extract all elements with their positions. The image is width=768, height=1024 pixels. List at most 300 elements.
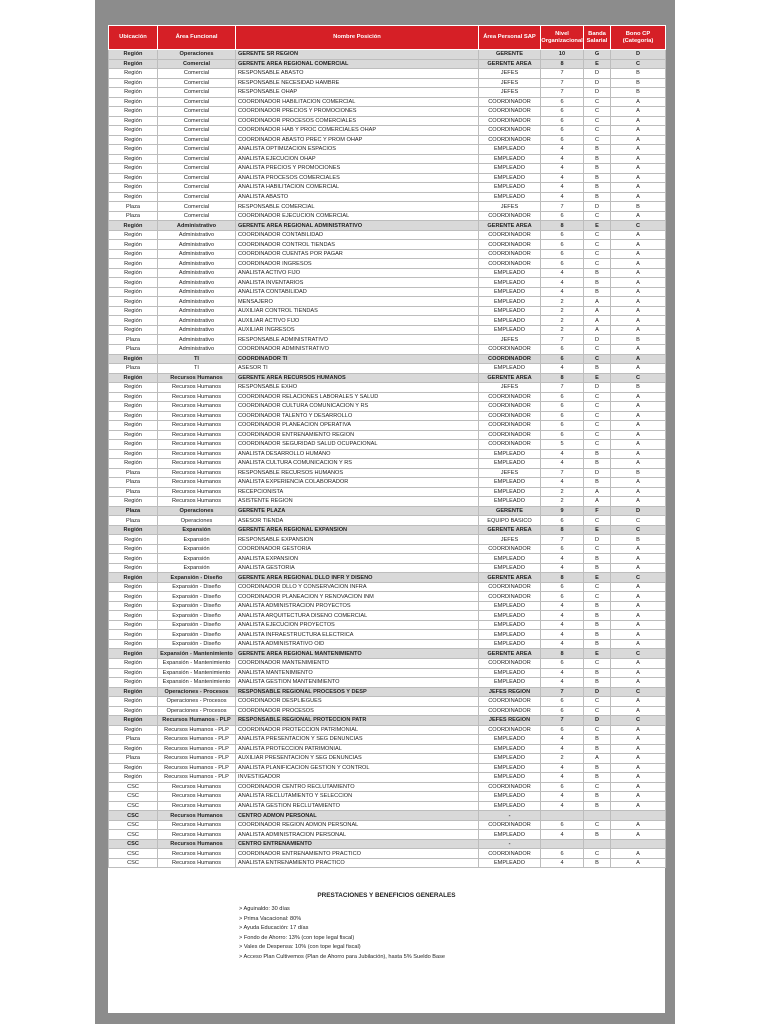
cell-area-personal-sap: COORDINADOR [479,697,541,707]
cell-nombre-posicion: ASISTENTE REGION [236,497,479,507]
cell-bono: A [611,116,666,126]
cell-nivel: 8 [541,373,584,383]
cell-nombre-posicion: RESPONSABLE OHAP [236,88,479,98]
cell-area-personal-sap: GERENTE AREA [479,59,541,69]
cell-ubicacion: Región [109,620,158,630]
table-row [109,554,666,564]
cell-nombre-posicion: ANALISTA ARQUITECTURA DISENO COMERCIAL [236,611,479,621]
cell-ubicacion: Región [109,744,158,754]
cell-nombre-posicion: ANALISTA GESTORIA [236,563,479,573]
cell-area-personal-sap: COORDINADOR [479,582,541,592]
cell-area-funcional: Comercial [158,78,236,88]
cell-area-personal-sap: EMPLEADO [479,639,541,649]
cell-nivel: 6 [541,230,584,240]
cell-bono: A [611,154,666,164]
cell-nombre-posicion: COORDINADOR REGION ADMON PERSONAL [236,820,479,830]
cell-area-personal-sap: COORDINADOR [479,659,541,669]
cell-bono: A [611,297,666,307]
cell-nivel: 4 [541,173,584,183]
cell-area-funcional: Recursos Humanos [158,478,236,488]
cell-ubicacion: Región [109,582,158,592]
table-row [109,544,666,554]
cell-bono: A [611,126,666,136]
cell-bono: A [611,830,666,840]
table-row [109,601,666,611]
cell-banda: C [584,402,611,412]
cell-ubicacion: Región [109,544,158,554]
table-row [109,183,666,193]
cell-bono: A [611,620,666,630]
cell-nombre-posicion: GERENTE AREA REGIONAL ADMINISTRATIVO [236,221,479,231]
table-row [109,421,666,431]
table-row [109,697,666,707]
cell-nivel: 6 [541,706,584,716]
cell-banda: C [584,97,611,107]
cell-bono: A [611,211,666,221]
cell-bono: A [611,792,666,802]
table-row [109,97,666,107]
cell-nivel: 8 [541,573,584,583]
cell-area-funcional: Recursos Humanos [158,468,236,478]
cell-area-funcional: Comercial [158,69,236,79]
cell-area-funcional: Administrativo [158,278,236,288]
cell-bono: C [611,221,666,231]
cell-area-personal-sap: JEFES REGION [479,716,541,726]
cell-area-funcional: Operaciones - Procesos [158,697,236,707]
cell-bono: A [611,820,666,830]
cell-bono: B [611,383,666,393]
cell-banda: C [584,592,611,602]
cell-area-funcional: Recursos Humanos [158,497,236,507]
table-row [109,78,666,88]
table-row [109,620,666,630]
cell-bono: A [611,725,666,735]
cell-nivel: 6 [541,344,584,354]
cell-area-funcional: Comercial [158,145,236,155]
cell-area-personal-sap: EMPLEADO [479,773,541,783]
cell-nivel: 2 [541,487,584,497]
cell-area-funcional: Comercial [158,173,236,183]
cell-ubicacion: Región [109,97,158,107]
cell-area-funcional: Comercial [158,202,236,212]
cell-ubicacion: Región [109,183,158,193]
table-row [109,335,666,345]
cell-nivel: 6 [541,411,584,421]
cell-nivel: 4 [541,554,584,564]
cell-area-funcional: Expansión - Mantenimiento [158,668,236,678]
cell-nivel: 4 [541,792,584,802]
positions-table [108,25,666,868]
cell-area-personal-sap: GERENTE AREA [479,525,541,535]
cell-area-funcional: Recursos Humanos [158,782,236,792]
cell-banda: B [584,744,611,754]
cell-ubicacion: Región [109,459,158,469]
cell-area-funcional: Recursos Humanos [158,449,236,459]
cell-banda: C [584,697,611,707]
cell-nombre-posicion: ANALISTA MANTENIMIENTO [236,668,479,678]
table-row [109,383,666,393]
cell-banda: B [584,278,611,288]
cell-nivel: 7 [541,78,584,88]
cell-nombre-posicion: RESPONSABLE EXPANSION [236,535,479,545]
cell-ubicacion: Región [109,107,158,117]
cell-area-personal-sap: EMPLEADO [479,278,541,288]
cell-area-funcional: Comercial [158,97,236,107]
cell-banda: C [584,211,611,221]
table-row [109,792,666,802]
cell-area-personal-sap: COORDINADOR [479,411,541,421]
cell-bono: B [611,78,666,88]
cell-ubicacion: Plaza [109,468,158,478]
cell-ubicacion: CSC [109,820,158,830]
cell-bono: A [611,544,666,554]
cell-nombre-posicion: ANALISTA ABASTO [236,192,479,202]
cell-banda: D [584,202,611,212]
cell-area-funcional: Expansión - Diseño [158,573,236,583]
cell-banda: A [584,754,611,764]
cell-bono: A [611,325,666,335]
cell-banda: B [584,183,611,193]
cell-area-personal-sap: COORDINADOR [479,135,541,145]
cell-nombre-posicion: ANALISTA PRESENTACION Y SEG DENUNCIAS [236,735,479,745]
cell-ubicacion: Región [109,59,158,69]
cell-nombre-posicion: ANALISTA CONTABILIDAD [236,287,479,297]
cell-nivel: 4 [541,478,584,488]
cell-banda: E [584,525,611,535]
cell-ubicacion: Plaza [109,211,158,221]
cell-nombre-posicion: COORDINADOR PROCESOS COMERCIALES [236,116,479,126]
cell-bono: A [611,268,666,278]
cell-nivel: 4 [541,287,584,297]
cell-nombre-posicion: ASESOR TI [236,364,479,374]
header-area-funcional: Área Funcional [158,26,236,50]
cell-area-funcional: Administrativo [158,268,236,278]
table-row [109,297,666,307]
cell-area-funcional: Recursos Humanos - PLP [158,725,236,735]
table-row [109,145,666,155]
cell-bono: A [611,668,666,678]
cell-nivel: 4 [541,268,584,278]
cell-banda: A [584,316,611,326]
cell-nombre-posicion: ANALISTA ADMINISTRACION PROYECTOS [236,601,479,611]
cell-nombre-posicion: ANALISTA HABILITACION COMERCIAL [236,183,479,193]
cell-banda: E [584,373,611,383]
table-row [109,411,666,421]
table-row [109,249,666,259]
cell-nivel: 4 [541,459,584,469]
table-row [109,639,666,649]
cell-nombre-posicion: AUXILIAR CONTROL TIENDAS [236,306,479,316]
cell-banda: B [584,145,611,155]
cell-banda: B [584,620,611,630]
cell-banda: D [584,88,611,98]
cell-ubicacion: Región [109,687,158,697]
cell-bono: A [611,173,666,183]
cell-bono: A [611,744,666,754]
table-row [109,497,666,507]
cell-ubicacion: Región [109,154,158,164]
table-row [109,259,666,269]
cell-nombre-posicion: COORDINADOR PLANEACION Y RENOVACION INM [236,592,479,602]
cell-bono: A [611,487,666,497]
cell-area-personal-sap: EMPLEADO [479,630,541,640]
benefit-item: > Ayuda Educación: 17 días [239,925,309,932]
cell-nombre-posicion: COORDINADOR ABASTO PREC Y PROM OHAP [236,135,479,145]
cell-area-personal-sap: GERENTE AREA [479,573,541,583]
cell-banda: B [584,792,611,802]
cell-area-personal-sap: EMPLEADO [479,563,541,573]
cell-nivel: 7 [541,383,584,393]
table-row [109,820,666,830]
table-row-section-header [109,50,666,60]
cell-area-funcional: Recursos Humanos [158,820,236,830]
table-row [109,668,666,678]
cell-banda: D [584,535,611,545]
cell-area-funcional: Recursos Humanos [158,402,236,412]
cell-ubicacion: Región [109,221,158,231]
cell-bono: D [611,50,666,60]
cell-ubicacion: Región [109,69,158,79]
cell-nombre-posicion: RESPONSABLE COMERCIAL [236,202,479,212]
cell-nivel: 4 [541,278,584,288]
cell-banda: D [584,468,611,478]
cell-ubicacion: Región [109,639,158,649]
table-row [109,449,666,459]
table-row [109,240,666,250]
cell-banda: B [584,763,611,773]
cell-nombre-posicion: COORDINADOR TALENTO Y DESARROLLO [236,411,479,421]
cell-nivel: 4 [541,145,584,155]
cell-nivel: 7 [541,716,584,726]
cell-ubicacion: CSC [109,782,158,792]
cell-ubicacion: Región [109,373,158,383]
cell-area-personal-sap: JEFES REGION [479,687,541,697]
cell-ubicacion: Región [109,392,158,402]
cell-banda: B [584,192,611,202]
cell-area-funcional: Administrativo [158,325,236,335]
cell-ubicacion: Región [109,230,158,240]
cell-bono: C [611,59,666,69]
cell-area-funcional: Recursos Humanos [158,849,236,859]
cell-banda: E [584,221,611,231]
cell-area-personal-sap: EMPLEADO [479,763,541,773]
cell-area-personal-sap: GERENTE [479,50,541,60]
cell-area-funcional: Recursos Humanos - PLP [158,735,236,745]
cell-area-funcional: Recursos Humanos - PLP [158,716,236,726]
cell-area-funcional: Expansión - Diseño [158,582,236,592]
cell-nombre-posicion: COORDINADOR ADMINISTRATIVO [236,344,479,354]
table-row [109,763,666,773]
cell-bono: C [611,373,666,383]
cell-nombre-posicion: COORDINADOR CULTURA COMUNICACION Y RS [236,402,479,412]
table-row [109,487,666,497]
cell-nivel: 6 [541,544,584,554]
cell-ubicacion: Región [109,192,158,202]
cell-bono: C [611,525,666,535]
cell-area-funcional: Administrativo [158,259,236,269]
cell-nivel: 2 [541,754,584,764]
cell-ubicacion: Plaza [109,487,158,497]
cell-bono: A [611,192,666,202]
cell-area-funcional: Recursos Humanos [158,858,236,868]
cell-nivel: 4 [541,801,584,811]
cell-ubicacion: Región [109,592,158,602]
cell-ubicacion: Región [109,78,158,88]
cell-area-personal-sap: EMPLEADO [479,678,541,688]
cell-nivel: 6 [541,592,584,602]
cell-ubicacion: Región [109,716,158,726]
cell-area-personal-sap: JEFES [479,335,541,345]
cell-area-personal-sap: EMPLEADO [479,297,541,307]
cell-bono: B [611,468,666,478]
table-row [109,563,666,573]
cell-area-funcional: Expansión - Diseño [158,601,236,611]
header-ubicacion: Ubicación [109,26,158,50]
cell-banda: C [584,392,611,402]
cell-ubicacion: Región [109,535,158,545]
header-nivel-organizacional: Nivel Organizacional [541,26,584,50]
cell-area-funcional: Recursos Humanos [158,801,236,811]
cell-ubicacion: Plaza [109,735,158,745]
cell-area-funcional: Comercial [158,59,236,69]
cell-nombre-posicion: COORDINADOR PLANEACION OPERATIVA [236,421,479,431]
cell-nombre-posicion: CENTRO ADMON PERSONAL [236,811,479,821]
cell-ubicacion: CSC [109,792,158,802]
table-row [109,706,666,716]
cell-bono: D [611,506,666,516]
cell-bono: B [611,335,666,345]
cell-nombre-posicion: RESPONSABLE REGIONAL PROTECCION PATR [236,716,479,726]
cell-area-personal-sap: JEFES [479,535,541,545]
cell-area-personal-sap: EMPLEADO [479,744,541,754]
cell-ubicacion: Región [109,287,158,297]
cell-bono: A [611,773,666,783]
cell-area-funcional: Recursos Humanos [158,830,236,840]
cell-bono: C [611,687,666,697]
cell-bono: A [611,449,666,459]
cell-area-funcional: Recursos Humanos [158,383,236,393]
cell-nivel [541,839,584,849]
cell-area-funcional: Expansión - Diseño [158,611,236,621]
cell-banda: D [584,716,611,726]
cell-ubicacion: Región [109,649,158,659]
cell-area-funcional: Comercial [158,211,236,221]
cell-nombre-posicion: RECEPCIONISTA [236,487,479,497]
cell-ubicacion: Región [109,440,158,450]
cell-bono: C [611,573,666,583]
cell-nombre-posicion: RESPONSABLE RECURSOS HUMANOS [236,468,479,478]
cell-nombre-posicion: GERENTE AREA REGIONAL MANTENIMIENTO [236,649,479,659]
cell-area-personal-sap: EMPLEADO [479,478,541,488]
table-row-section-header [109,649,666,659]
header-bono-cp: Bono CP (Categoría) [611,26,666,50]
cell-area-personal-sap: EMPLEADO [479,735,541,745]
cell-ubicacion: Región [109,659,158,669]
cell-nivel: 4 [541,630,584,640]
cell-ubicacion: Región [109,259,158,269]
cell-nivel: 8 [541,59,584,69]
cell-bono: A [611,611,666,621]
cell-nombre-posicion: ANALISTA PROTECCION PATRIMONIAL [236,744,479,754]
cell-area-personal-sap: COORDINADOR [479,240,541,250]
cell-bono: A [611,801,666,811]
cell-nombre-posicion: COORDINADOR CENTRO RECLUTAMIENTO [236,782,479,792]
cell-banda: B [584,678,611,688]
cell-area-personal-sap: JEFES [479,78,541,88]
table-row [109,801,666,811]
cell-ubicacion: Plaza [109,344,158,354]
cell-nombre-posicion: RESPONSABLE ADMINISTRATIVO [236,335,479,345]
cell-nombre-posicion: MENSAJERO [236,297,479,307]
cell-nombre-posicion: COORDINADOR GESTORIA [236,544,479,554]
cell-area-funcional: Expansión [158,535,236,545]
cell-bono: A [611,135,666,145]
cell-area-personal-sap: EMPLEADO [479,449,541,459]
cell-ubicacion: Región [109,773,158,783]
cell-banda: C [584,249,611,259]
cell-ubicacion: Región [109,50,158,60]
cell-nombre-posicion: COORDINADOR CUENTAS POR PAGAR [236,249,479,259]
cell-bono: B [611,202,666,212]
cell-nombre-posicion: ANALISTA ADMINISTRATIVO OID [236,639,479,649]
cell-nivel: 6 [541,354,584,364]
benefit-item: > Fondo de Ahorro: 13% (con tope legal fiscal) [239,934,355,941]
cell-ubicacion: CSC [109,830,158,840]
cell-area-personal-sap: COORDINADOR [479,126,541,136]
cell-banda: C [584,411,611,421]
cell-area-funcional: Recursos Humanos [158,411,236,421]
cell-banda: C [584,849,611,859]
cell-ubicacion: Plaza [109,478,158,488]
cell-nombre-posicion: COORDINADOR DESPLIEGUES [236,697,479,707]
table-header-row [109,26,666,50]
cell-nivel: 6 [541,240,584,250]
cell-nombre-posicion: INVESTIGADOR [236,773,479,783]
cell-bono: A [611,164,666,174]
cell-area-personal-sap: COORDINADOR [479,97,541,107]
cell-area-personal-sap: COORDINADOR [479,421,541,431]
cell-area-funcional: Expansión - Mantenimiento [158,678,236,688]
cell-area-personal-sap: COORDINADOR [479,820,541,830]
cell-area-personal-sap: EMPLEADO [479,325,541,335]
cell-ubicacion: Plaza [109,202,158,212]
cell-nivel [541,811,584,821]
cell-nivel: 4 [541,668,584,678]
cell-ubicacion: Región [109,306,158,316]
cell-nombre-posicion: COORDINADOR PROTECCION PATRIMONIAL [236,725,479,735]
cell-banda: B [584,801,611,811]
cell-nombre-posicion: ANALISTA RECLUTAMIENTO Y SELECCION [236,792,479,802]
cell-area-personal-sap: EMPLEADO [479,164,541,174]
table-row [109,592,666,602]
cell-area-funcional: TI [158,364,236,374]
cell-area-funcional: Administrativo [158,344,236,354]
cell-banda: C [584,354,611,364]
cell-nombre-posicion: RESPONSABLE NECESIDAD HAMBRE [236,78,479,88]
cell-nombre-posicion: COORDINADOR SEGURIDAD SALUD OCUPACIONAL [236,440,479,450]
cell-nombre-posicion: COORDINADOR CONTROL TIENDAS [236,240,479,250]
cell-banda: B [584,154,611,164]
cell-banda: B [584,554,611,564]
cell-banda: C [584,135,611,145]
table-body [109,50,666,868]
cell-bono: A [611,183,666,193]
cell-area-funcional: Expansión [158,563,236,573]
table-row [109,735,666,745]
cell-nivel: 6 [541,725,584,735]
table-row-section-header [109,373,666,383]
cell-banda: A [584,297,611,307]
